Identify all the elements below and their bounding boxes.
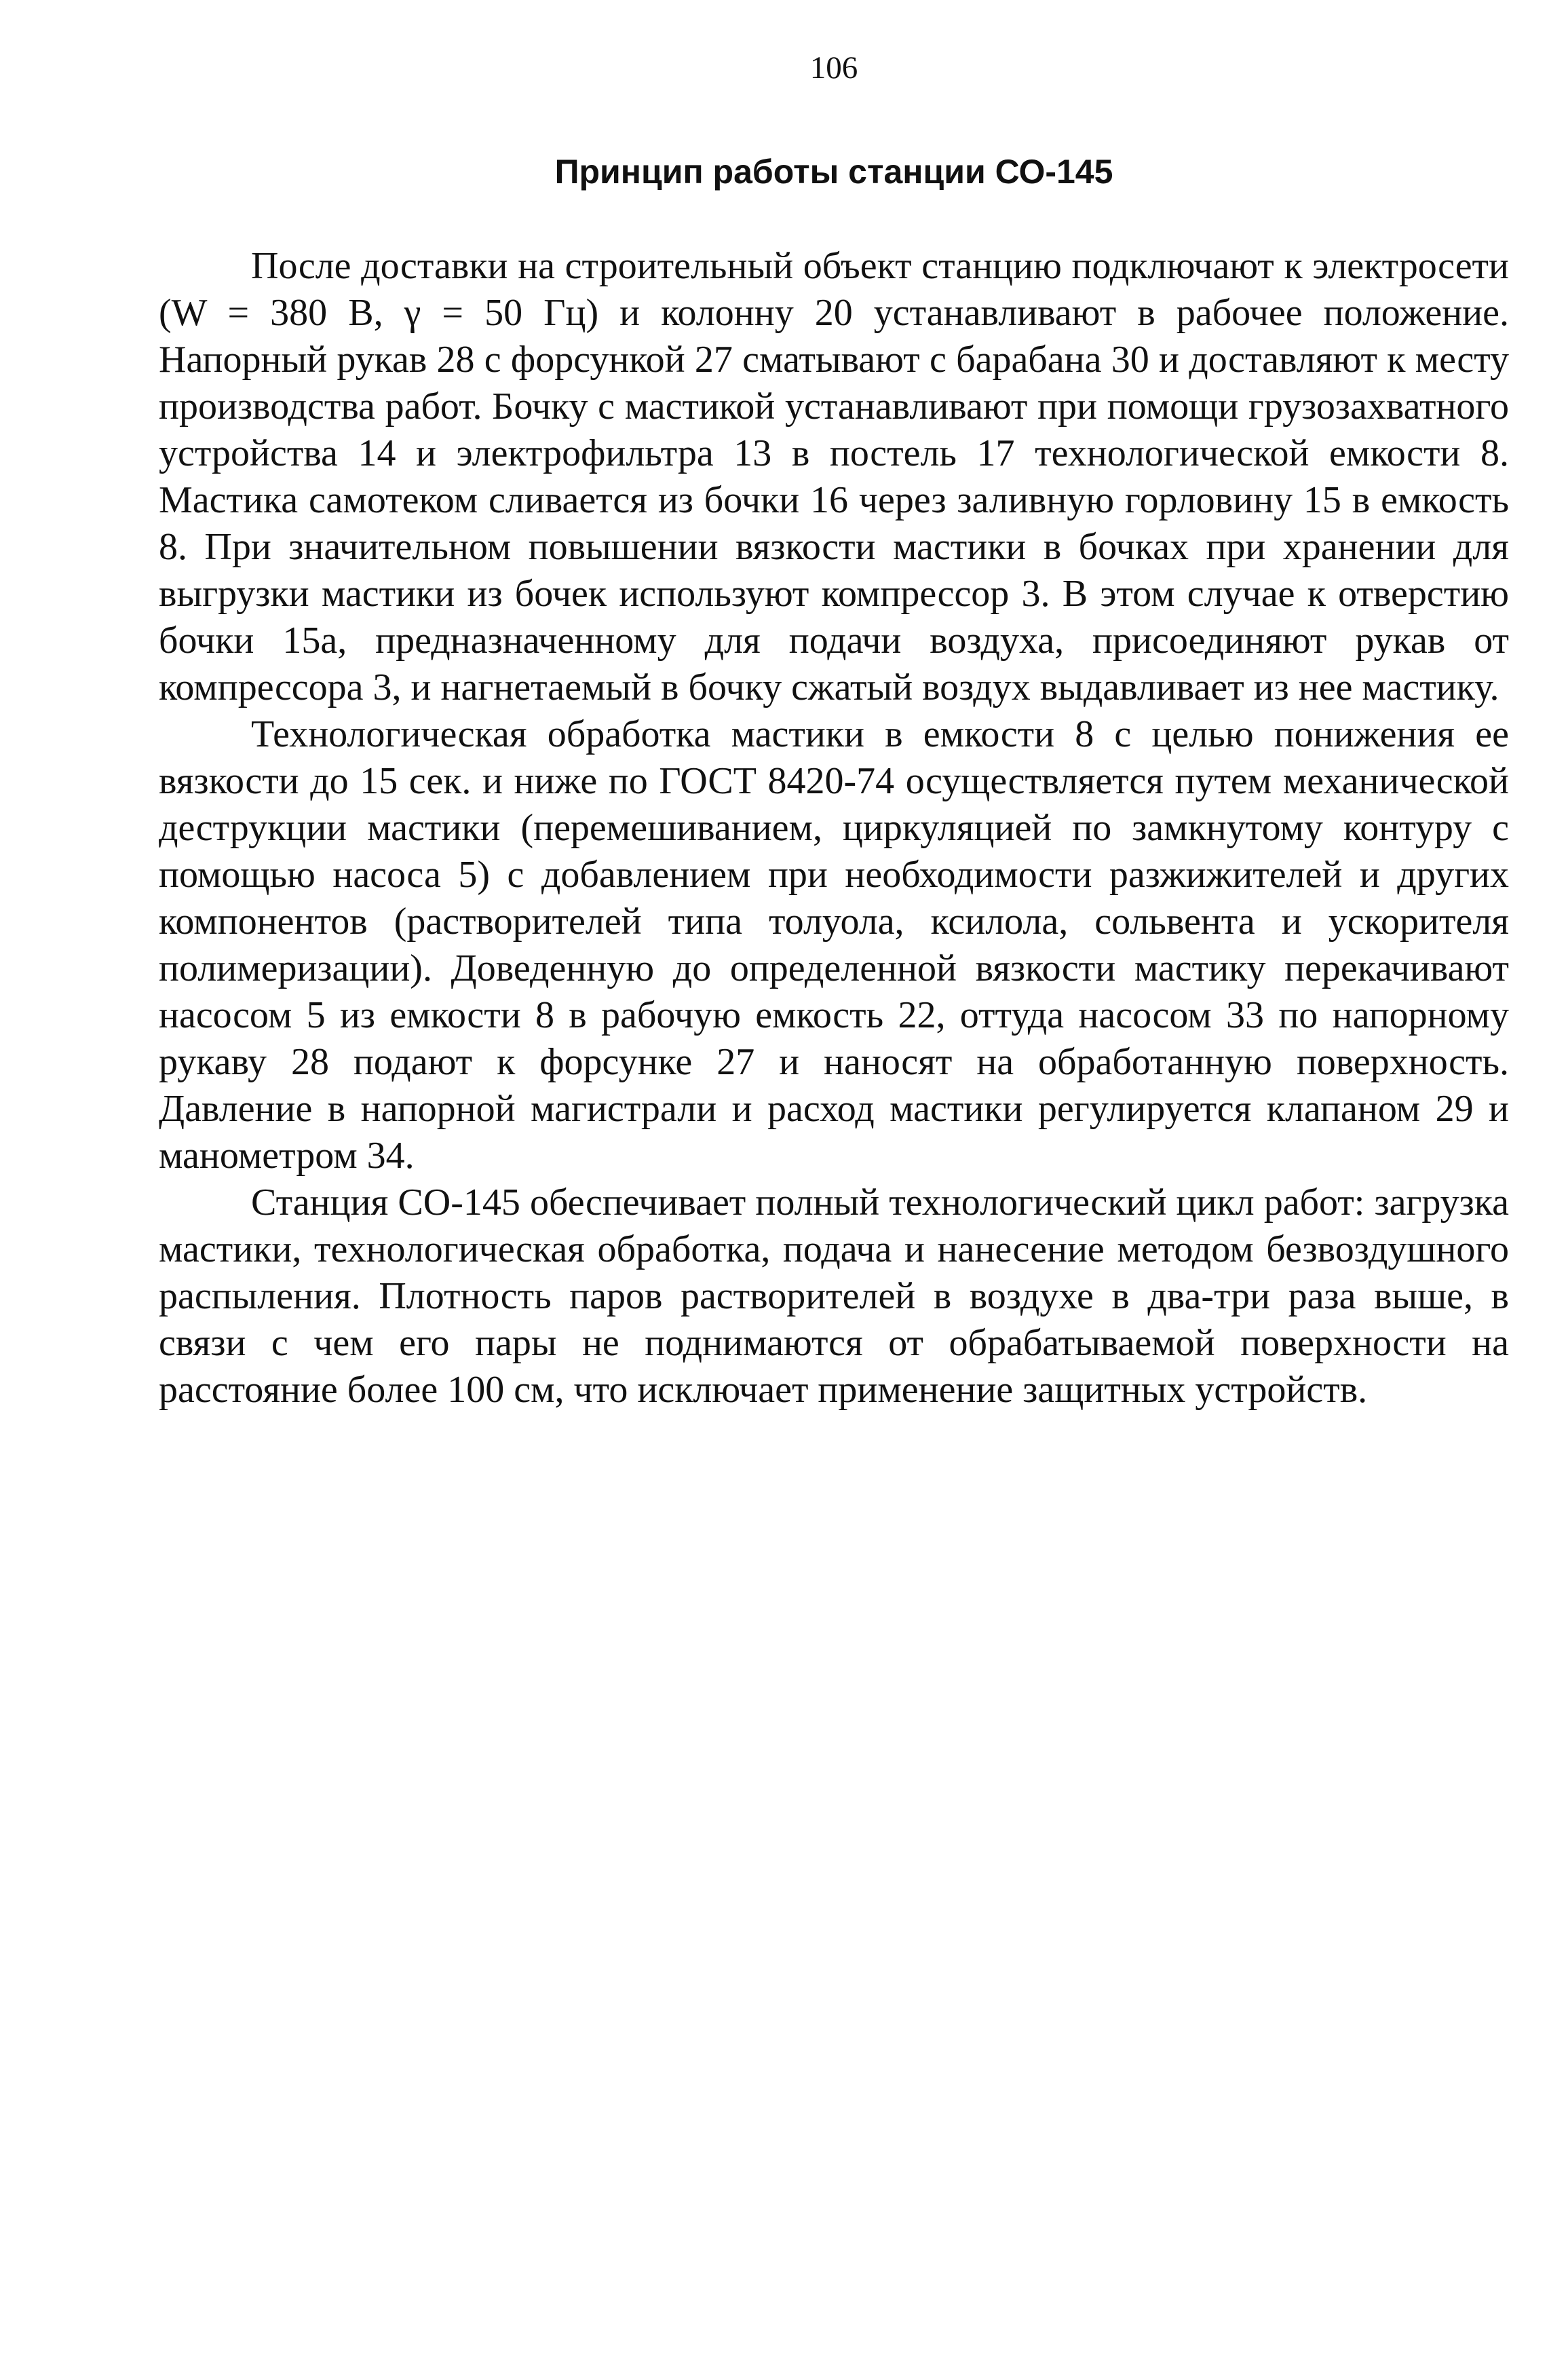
paragraph-3: Станция СО-145 обеспечивает полный технологический цикл работ: загрузка мастики, технологическая обработка, подача и нанесение методом безвоздушного распыления. Плотность паров растворителей в воздухе в два-три раза выше, в связи с чем его пары не поднимаются от обрабатываемой поверхности на расстояние более 100 см, что исключает применение защитных устройств. <box>159 1181 1509 1411</box>
document-page <box>159 48 1509 1414</box>
page-number: 106 <box>809 50 858 86</box>
paragraph-2: Технологическая обработка мастики в емкости 8 с целью понижения ее вязкости до 15 сек. и ниже по ГОСТ 8420-74 осуществляется путем механической деструкции мастики (перемешиванием, циркуляцией по замкнутому контуру с помощью насоса 5) с добавлением при необходимости разжижителей и других компонентов (растворителей типа толуола, ксилола, сольвента и ускорителя полимеризации). Доведенную до определенной вязкости мастику перекачивают насосом 5 из емкости 8 в рабочую емкость 22, оттуда насосом 33 по напорному рукаву 28 подают к форсунке 27 и наносят на обработанную поверхность. Давление в напорной магистрали и расход мастики регулируется клапаном 29 и манометром 34. <box>159 713 1509 1177</box>
section-heading: Принцип работы станции СО-145 <box>554 153 1113 191</box>
paragraph-1: После доставки на строительный объект станцию подключают к электросети (W = 380 В, γ = 50 Гц) и колонну 20 устанавливают в рабочее положение. Напорный рукав 28 с форсункой 27 сматывают с барабана 30 и доставляют к месту производства работ. Бочку с мастикой устанавливают при помощи грузозахватного устройства 14 и электрофильтра 13 в постель 17 технологической емкости 8. Мастика самотеком сливается из бочки 16 через заливную горловину 15 в емкость 8. При значительном повышении вязкости мастики в бочках при хранении для выгрузки мастики из бочек используют компрессор 3. В этом случае к отверстию бочки 15а, предназначенному для подачи воздуха, присоединяют рукав от компрессора 3, и нагнетаемый в бочку сжатый воздух выдавливает из нее мастику. <box>159 245 1509 708</box>
